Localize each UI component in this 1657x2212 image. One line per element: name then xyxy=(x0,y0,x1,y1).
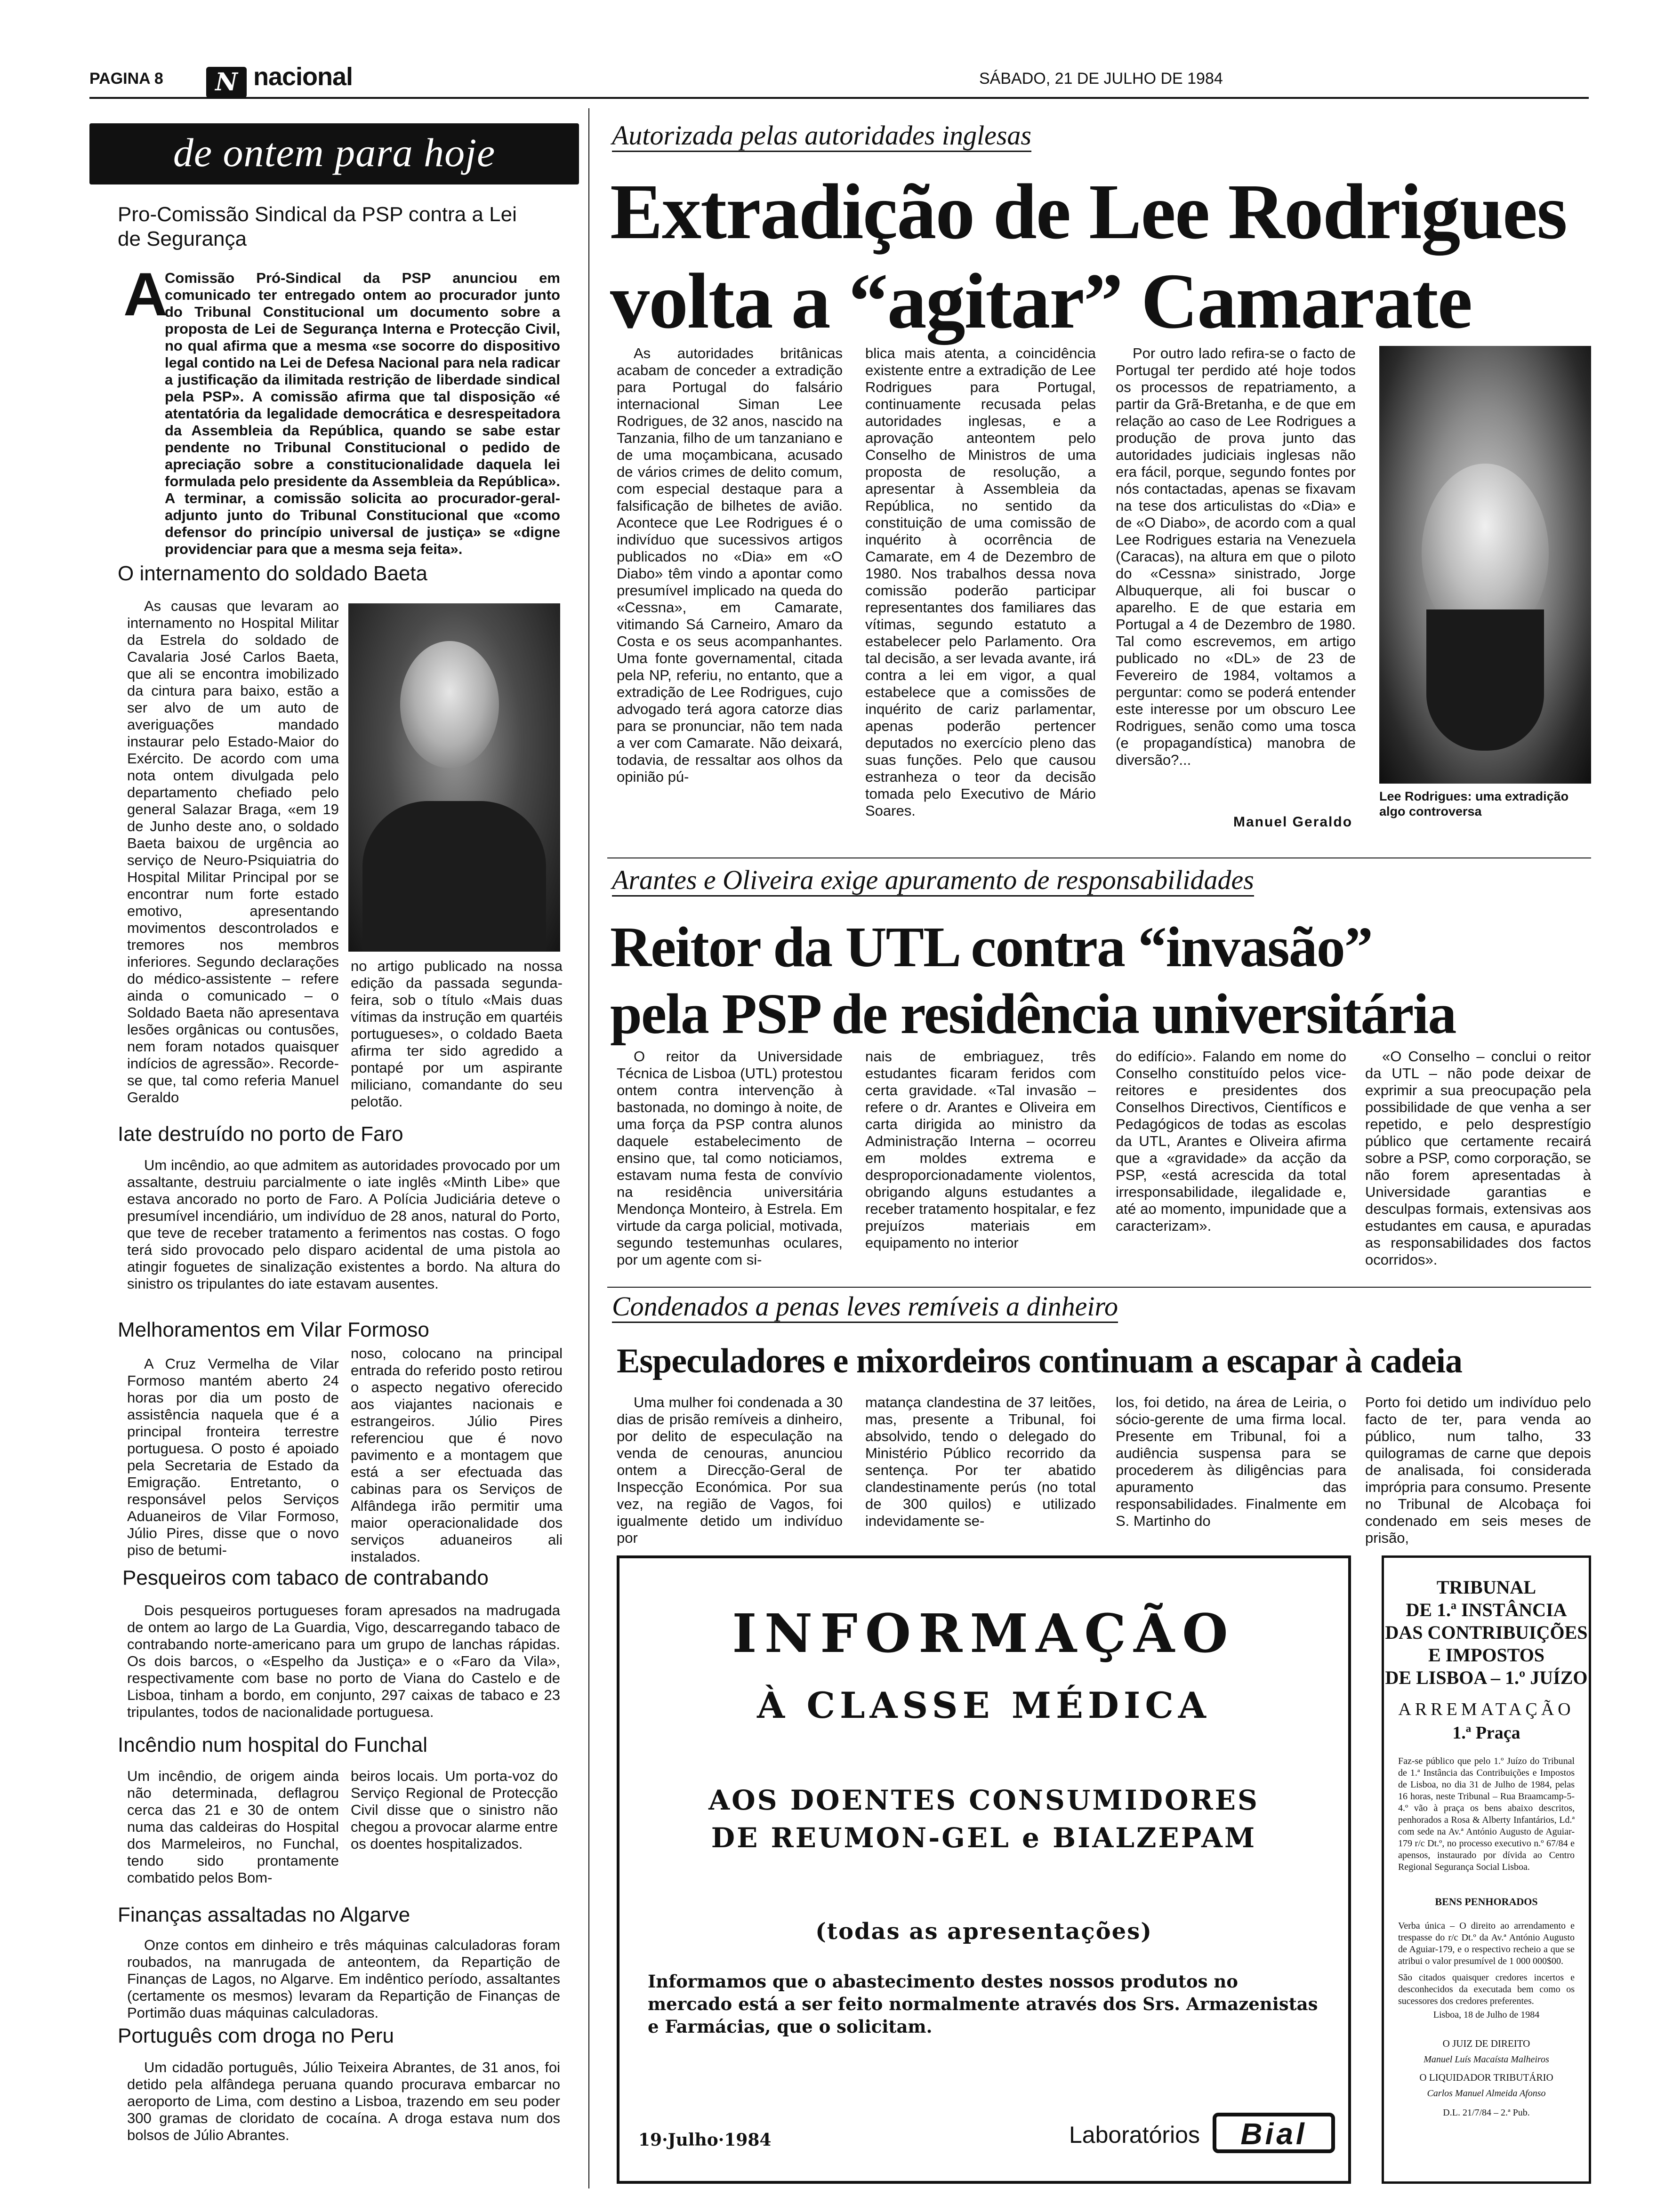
faro-article-text: Um incêndio, ao que admitem as autoridades provocado por um assaltante, destruiu parcialmente o iate inglês «Minth Libe» que estava ancorado no porto de Faro. A Polícia Judiciária deteve o presumível incendiário, um indivíduo de 28 anos, natural do Porto, que teve de receber tratamento a ferimentos nas costas. O fogo terá sido provocado pelo disparo acidental de uma pistola ao atingir foguetes de sinalização existentes a bordo. Na altura do sinistro os tripulantes do iate estavam ausentes. xyxy=(127,1157,560,1292)
camarate-text-col3: Por outro lado refira-se o facto de Portugal ter perdido até hoje todos os processos de repatriamento, a partir da Grã-Bretanha, e de que em relação ao caso de Lee Rodrigues a produção de prova junto das autoridades judiciais inglesas não era fácil, porque, segundo fontes por nós contactadas, apenas se fixavam na tese dos articulistas do «Dia» e de «O Diabo», de acordo com a qual Lee Rodrigues estaria na Venezuela (Caracas), na altura em que o piloto do «Cessna» sinistrado, Jorge Albuquerque, ali foi buscar o aparelho. E de que estaria em Portugal a 4 de Dezembro de 1980. Tal como escrevemos, em artigo publicado no «DL» de 23 de Fevereiro de 1984, voltamos a perguntar: como se poderá entender este interesse por um obscuro Lee Rodrigues, senão como uma tosca (e propagandística) manobra de diversão?... xyxy=(1116,345,1356,768)
tribunal-arrematacao: ARREMATAÇÃO xyxy=(1398,1699,1575,1719)
algarve-article-text: Onze contos em dinheiro e três máquinas calculadoras foram roubados, na manrugada de anteontem, da Repartição de Finanças de Lagos, no Algarve. Em indêntico período, assaltantes (certamente os mesmos) levaram da Repartição de Finanças de Portimão duas máquinas calculadoras. xyxy=(127,1937,560,2021)
camarate-headline-line1: Extradição de Lee Rodrigues xyxy=(610,168,1567,256)
newspaper-logo-icon: N xyxy=(206,67,247,98)
baeta-photo xyxy=(348,603,560,952)
psp-article-text: Comissão Pró-Sindical da PSP anunciou em comunicado ter entregado ontem ao procurador junto do Tribunal Constitucional um documento sobre a proposta de Lei de Segurança Interna e Protecção Civil, no qual afirma que a mesma «se socorre do dispositivo legal contido na Lei de Defesa Nacional para nela radicar a justificação da ilimitada restrição de liberdade sindical pela PSP». A comissão afirma que tal disposição «é atentatória da legalidade democrática e desrespeitadora da Assembleia da República, quando se sabe estar pendente no Tribunal Constitucional o pedido de apreciação sobre a constitucionalidade daquela lei formulada pelo presidente da Assembleia da República». A terminar, a comissão solicita ao procurador-geral-adjunto junto do Tribunal Constitucional que «como defensor do princípio universal de justiça» se «digne providenciar para que a mesma seja feita». xyxy=(165,270,560,557)
tribunal-citacao: São citados quaisquer credores incertos e desconhecidos da executada bem como os sucessores dos credores preferentes. xyxy=(1398,1972,1575,2006)
camarate-text-col2: blica mais atenta, a coincidência existente entre a extradição de Lee Rodrigues para Portugal, continuamente recusada pelas autoridades inglesas, e a aprovação anteontem pelo Conselho de Ministros de uma proposta de resolução, a apresentar à Assembleia da República, no sentido da constituição de uma comissão de inquérito à ocorrência de Camarate, em 4 de Dezembro de 1980. Nos trabalhos dessa nova comissão poderão participar representantes dos familiares das vítimas, segundo estatuto a estabelecer pelo Parlamento. Ora tal decisão, a ser levada avante, irá contra a lei em vigor, a qual estabelece que a comissões de inquérito de cariz parlamentar, apenas poderão pertencer deputados no exercício pleno das suas funções. Pelo que causou estranheza o teor da decisão tomada pelo Executivo de Mário Soares. xyxy=(865,345,1096,819)
tribunal-juiz-title: O JUIZ DE DIREITO xyxy=(1442,2038,1530,2049)
bial-ad-body: Informamos que o abastecimento destes nossos produtos no mercado está a ser feito normalmente através dos Srs. Armazenistas e Farmácias, que o solicitam. xyxy=(648,1971,1318,2037)
page-number: PAGINA 8 xyxy=(89,70,163,88)
especuladores-text-col1: Uma mulher foi condenada a 30 dias de prisão remíveis a dinheiro, por delito de especulação na venda de cenouras, anunciou ontem a Direcção-Geral de Inspecção Económica. Por sua vez, na região de Vagos, foi igualmente detido um indivíduo por xyxy=(617,1394,843,1546)
left-column-divider xyxy=(588,108,589,2188)
especuladores-text-col3: los, foi detido, na área de Leiria, o sócio-gerente de uma firma local. Presente em Tribunal, foi a audiência suspensa para se procederem às diligências para apuramento das responsabilidades. Finalmente em S. Martinho do xyxy=(1116,1394,1346,1529)
tribunal-reference: D.L. 21/7/84 – 2.ª Pub. xyxy=(1443,2108,1530,2118)
vilar-headline: Melhoramentos em Vilar Formoso xyxy=(118,1318,429,1341)
utl-text-col1: O reitor da Universidade Técnica de Lisboa (UTL) protestou ontem contra intervenção à bastonada, no domingo à noite, de uma força da PSP contra alunos daquele estabelecimento de ensino que, tal como noticiamos, estavam numa festa de convívio na residência universitária Mendonça Monteiro, à Estrela. Em virtude da carga policial, motivada, segundo testemunhas oculares, por um agente com si- xyxy=(617,1048,843,1268)
bial-ad-subtitle: À CLASSE MÉDICA xyxy=(757,1684,1211,1726)
column-banner-title: de ontem para hoje xyxy=(173,130,496,175)
pesqueiros-article-text: Dois pesqueiros portugueses foram apresados na madrugada de ontem ao largo de La Guardia, Vigo, descarregando tabaco de contrabando norte-americano para um grupo de lanchas rápidas. Os dois barcos, o «Espelho da Justiça» e o «Faro da Vila», respectivamente com base no porto de Viana do Castelo e de Lisboa, tinham a bordo, em conjunto, 297 caixas de tabaco e 23 tripulantes, todos de nacionalidade portuguesa. xyxy=(127,1602,560,1720)
especuladores-text-col2: matança clandestina de 37 leitões, mas, presente a Tribunal, foi absolvido, tendo o delegado do Ministério Público recorrido da sentença. Por ter abatido clandestinamente perús (no total de 300 quilos) e utilizado indevidamente se- xyxy=(865,1394,1096,1529)
camarate-text-col1: As autoridades britânicas acabam de conceder a extradição para Portugal do falsário internacional Siman Lee Rodrigues, de 32 anos, nascido na Tanzania, filho de um tanzaniano e de uma moçambicana, acusado de vários crimes de delito comum, com especial destaque para a falsificação de bilhetes de avião. Acontece que Lee Rodrigues é o indivíduo que sucessivos artigos publicados no «Dia» em «O Diabo» têm vindo a apontar como presumível implicado na queda do «Cessna», em Camarate, vitimando Sá Carneiro, Amaro da Costa e os seus acompanhantes. Uma fonte governamental, citada pela NP, referiu, no entanto, que a extradição de Lee Rodrigues, cujo advogado terá agora catorze dias para se pronunciar, não tem nada a ver com Camarate. Não deixará, todavia, de ressaltar aos olhos da opinião pú- xyxy=(617,345,843,785)
funchal-article-text: Um incêndio, de origem ainda não determinada, deflagrou cerca das 21 e 30 de ontem numa das caldeiras do Hospital dos Marmeleiros, no Funchal, tendo sido prontamente combatido pelos Bom- xyxy=(127,1768,339,1886)
vilar-article-text-continued: noso, colocano na principal entrada do referido posto retirou o aspecto negativo oferecido aos viajantes nacionais e estrangeiros. Júlio Pires referenciou que é novo pavimento e a montagem que está a ser efectuada das cabinas para os Serviços de Alfândega irão permitir uma maior operacionalidade dos serviços aduaneiros ali instalados. xyxy=(351,1345,563,1565)
especuladores-kicker: Condenados a penas leves remíveis a dinheiro xyxy=(612,1291,1118,1323)
vilar-article-text: A Cruz Vermelha de Vilar Formoso mantém aberto 24 horas por dia um posto de assistência naquela que é a principal fronteira terrestre portuguesa. O posto é apoiado pela Secretaria de Estado da Emigração. Entretanto, o responsável pelos Serviços Aduaneiros de Vilar Formoso, Júlio Pires, disse que o novo piso de betumi- xyxy=(127,1355,339,1558)
tribunal-title-5: DE LISBOA – 1.º JUÍZO xyxy=(1385,1667,1588,1688)
bial-ad-note: (todas as apresentações) xyxy=(815,1918,1152,1945)
bial-logo-icon xyxy=(1213,2113,1335,2153)
tribunal-local-date: Lisboa, 18 de Julho de 1984 xyxy=(1433,2010,1540,2020)
baeta-headline: O internamento do soldado Baeta xyxy=(118,562,428,585)
tribunal-title-2: DE 1.ª INSTÂNCIA xyxy=(1406,1599,1567,1620)
tribunal-bens-title: BENS PENHORADOS xyxy=(1435,1896,1538,1907)
tribunal-verba: Verba única – O direito ao arrendamento e trespasse do r/c Dt.º da Av.ª António Augusto de Aguiar-179, e o respectivo recheio a que se atribui o valor presumível de 1 000 000$00. xyxy=(1398,1921,1575,1966)
bial-ad-line1: AOS DOENTES CONSUMIDORES xyxy=(708,1784,1259,1816)
tribunal-title-3: DAS CONTRIBUIÇÕES xyxy=(1385,1622,1588,1643)
peru-headline: Português com droga no Peru xyxy=(118,2024,394,2047)
utl-text-col2: nais de embriaguez, três estudantes ficaram feridos com certa gravidade. «Tal invasão – refere o dr. Arantes e Oliveira em carta dirigida ao ministro da Administração Interna – ocorreu em moldes extrema e desproporcionadamente violentos, obrigando alguns estudantes a receber tratamento hospitalar, e fez prejuízos materiais em equipamento no interior xyxy=(865,1048,1096,1251)
tribunal-liquidador-title: O LIQUIDADOR TRIBUTÁRIO xyxy=(1419,2072,1553,2083)
lee-rodrigues-photo xyxy=(1379,346,1591,784)
tribunal-praca: 1.ª Praça xyxy=(1452,1723,1520,1743)
baeta-article-text-continued: no artigo publicado na nossa edição da passada segunda-feira, sob o título «Mais duas vítimas da instrução em quartéis portugueses», o coldado Baeta afirma ter sido agredido a pontapé por um aspirante miliciano, comandante do seu pelotão. xyxy=(351,958,563,1110)
camarate-kicker: Autorizada pelas autoridades inglesas xyxy=(612,120,1031,152)
utl-text-col3: do edifício». Falando em nome do Conselho constituído pelos vice-reitores e presidentes dos Conselhos Directivos, Científicos e Pedagógicos de todas as escolas da UTL, Arantes e Oliveira afirma que a «gravidade» da acção da PSP, «está acrescida da total irresponsabilidade, ilegalidade e, até ao momento, impunidade que a caracterizam». xyxy=(1116,1048,1346,1234)
pesqueiros-headline: Pesqueiros com tabaco de contrabando xyxy=(122,1566,489,1589)
bial-ad-date: 19·Julho·1984 xyxy=(638,2130,772,2150)
utl-kicker: Arantes e Oliveira exige apuramento de responsabilidades xyxy=(612,865,1254,897)
bial-logo-text: Bial xyxy=(1240,2117,1307,2151)
utl-headline-line1: Reitor da UTL contra “invasão” xyxy=(610,915,1372,979)
funchal-article-text-continued: beiros locais. Um porta-voz do Serviço Regional de Protecção Civil disse que o sinistro não chegou a provocar alarme entre os doentes hospitalizados. xyxy=(351,1768,558,1852)
tribunal-juiz-name: Manuel Luís Macaísta Malheiros xyxy=(1424,2054,1549,2065)
tribunal-notice xyxy=(1382,1555,1591,2184)
bial-ad-brand-prefix: Laboratórios xyxy=(1069,2122,1200,2148)
tribunal-title-4: E IMPOSTOS xyxy=(1428,1644,1545,1666)
peru-article-text: Um cidadão português, Júlio Teixeira Abrantes, de 31 anos, foi detido pela alfândega peruana quando procurava embarcar no aeroporto de Lima, com destino a Lisboa, trazendo em seu poder 300 gramas de cloridato de cocaína. A droga estava num dos bolsos de Júlio Abrantes. xyxy=(127,2059,560,2143)
page-date: SÁBADO, 21 DE JULHO DE 1984 xyxy=(979,70,1223,88)
utl-bottom-rule xyxy=(607,1287,1591,1288)
masthead-rule xyxy=(89,97,1589,99)
section-title: nacional xyxy=(253,63,353,91)
camarate-byline: Manuel Geraldo xyxy=(1233,814,1353,830)
utl-text-col4: «O Conselho – conclui o reitor da UTL – não pode deixar de exprimir a sua preocupação pela possibilidade de que venha a ser repetido, e pelo desprestígio público que certamente recairá sobre a PSP, como corporação, se não forem apresentadas à Universidade garantias e desculpas formais, extensivas aos estudantes em causa, e apuradas as responsabilidades dos factos ocorridos». xyxy=(1365,1048,1591,1268)
especuladores-text-col4: Porto foi detido um indivíduo pelo facto de ter, para venda ao público, num talho, 33 quilogramas de carne que depois de analisada, foi considerada imprópria para consumo. Presente no Tribunal de Alcobaça foi condenado em seis meses de prisão, xyxy=(1365,1394,1591,1546)
faro-headline: Iate destruído no porto de Faro xyxy=(118,1122,403,1146)
tribunal-title-1: TRIBUNAL xyxy=(1436,1577,1536,1598)
bial-ad-line2: DE REUMON-GEL e BIALZEPAM xyxy=(711,1822,1257,1854)
baeta-article-text: As causas que levaram ao internamento no Hospital Militar da Estrela do soldado de Cavalaria José Carlos Baeta, que ali se encontra imobilizado da cintura para baixo, estão a ser alvo de um auto de averiguações mandado instaurar pelo Estado-Maior do Exército. De acordo com uma nota ontem divulgada pelo departamento chefiado pelo general Salazar Braga, «em 19 de Junho deste ano, o soldado Baeta baixou de urgência ao serviço de Neuro-Psiquiatria do Hospital Militar Principal por se encontrar num forte estado emotivo, apresentando movimentos descontrolados e tremores nos membros inferiores. Segundo declarações do médico-assistente – refere ainda o comunicado – o Soldado Baeta não apresentava lesões orgânicas ou contusões, nem foram notados quaisquer indícios de agressão». Recorde-se que, tal como referia Manuel Geraldo xyxy=(127,598,339,1106)
psp-dropcap: A xyxy=(123,260,168,329)
lee-rodrigues-caption: Lee Rodrigues: uma extradição algo controversa xyxy=(1379,789,1569,818)
tribunal-liquidador-name: Carlos Manuel Almeida Afonso xyxy=(1427,2088,1546,2099)
especuladores-headline: Especuladores e mixordeiros continuam a escapar à cadeia xyxy=(617,1342,1462,1380)
bial-ad-title: INFORMAÇÃO xyxy=(732,1603,1236,1665)
algarve-headline: Finanças assaltadas no Algarve xyxy=(118,1903,410,1926)
utl-headline-line2: pela PSP de residência universitária xyxy=(610,982,1456,1046)
camarate-headline-line2: volta a “agitar” Camarate xyxy=(610,257,1472,345)
psp-headline: Pro-Comissão Sindical da PSP contra a Lei de Segurança xyxy=(118,203,517,250)
tribunal-body: Faz-se público que pelo 1.º Juízo do Tribunal de 1.ª Instância das Contribuições e Impostos de Lisboa, no dia 31 de Julho de 1984, pelas 16 horas, neste Tribunal – Rua Braamcamp-5-4.º vão à praça os bens abaixo descritos, penhorados a Rosa & Alberty Infantários, Ld.ª com sede na Av.ª António Augusto de Aguiar-179 r/c Dt.º, no processo executivo n.º 67/84 e apensos, instaurado por dívida ao Centro Regional Segurança Social Lisboa. xyxy=(1398,1756,1575,1872)
bial-advertisement xyxy=(617,1555,1351,2184)
funchal-headline: Incêndio num hospital do Funchal xyxy=(118,1733,427,1756)
column-banner xyxy=(89,123,579,184)
